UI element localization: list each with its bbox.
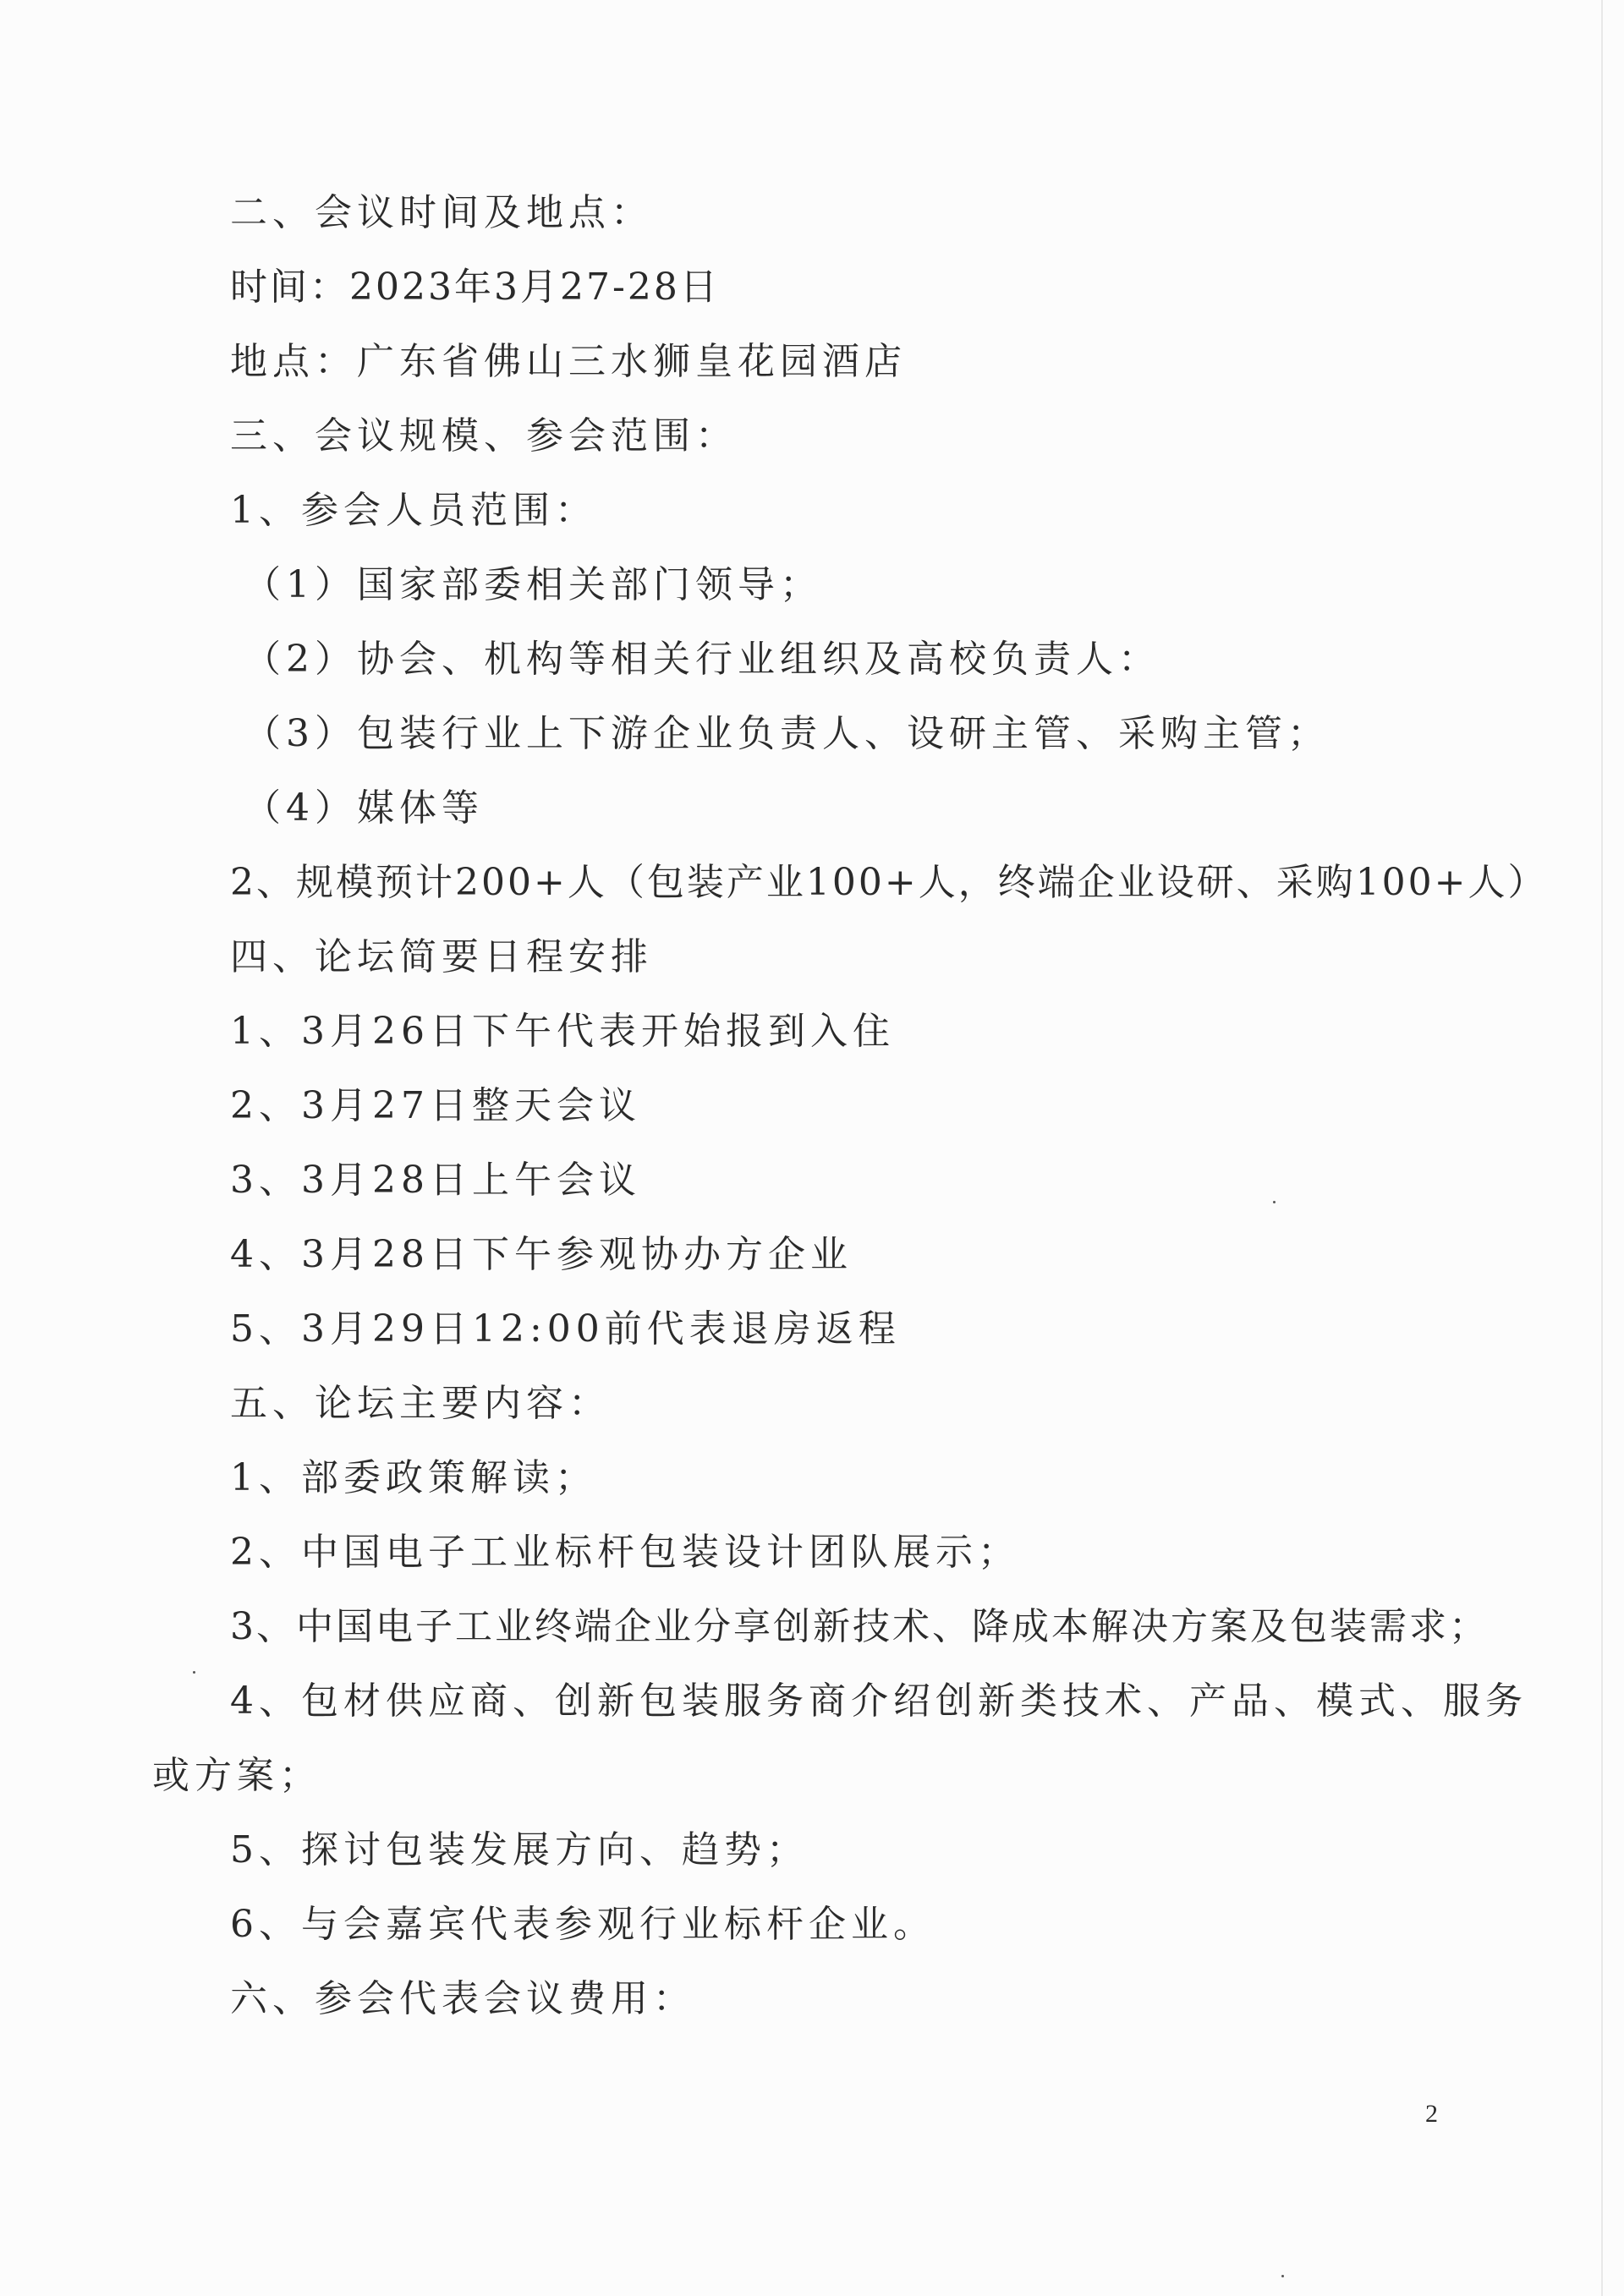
schedule-item-1: 1、3月26日下午代表开始报到入住 — [230, 1010, 895, 1053]
content-item-6: 6、与会嘉宾代表参观行业标杆企业。 — [230, 1903, 935, 1946]
section-heading-scale-scope: 三、会议规模、参会范围： — [230, 414, 738, 458]
meeting-time: 时间：2023年3月27-28日 — [230, 266, 720, 309]
content-item-3: 3、中国电子工业终端企业分享创新技术、降成本解决方案及包装需求； — [230, 1605, 1489, 1648]
content-item-1: 1、部委政策解读； — [230, 1456, 597, 1499]
content-item-4-continued: 或方案； — [152, 1754, 321, 1797]
schedule-item-3: 3、3月28日上午会议 — [230, 1159, 641, 1202]
section-heading-time-location: 二、会议时间及地点： — [230, 191, 653, 234]
content-item-4: 4、包材供应商、创新包装服务商介绍创新类技术、产品、模式、服务 — [230, 1680, 1528, 1723]
scan-speck — [1273, 1201, 1276, 1203]
scale-estimate: 2、规模预计200+人（包装产业100+人，终端企业设研、采购100+人） — [230, 861, 1548, 904]
attendee-item-2: （2）协会、机构等相关行业组织及高校负责人： — [244, 638, 1160, 681]
schedule-item-5: 5、3月29日12:00前代表退房返程 — [230, 1307, 901, 1351]
scan-speck — [193, 1671, 195, 1674]
attendee-item-1: （1）国家部委相关部门领导； — [244, 563, 822, 606]
meeting-location: 地点：广东省佛山三水狮皇花园酒店 — [230, 340, 907, 383]
page-edge — [1601, 0, 1603, 2296]
content-item-2: 2、中国电子工业标杆包装设计团队展示； — [230, 1531, 1020, 1574]
schedule-item-2: 2、3月27日整天会议 — [230, 1084, 641, 1127]
scan-speck — [1281, 2275, 1284, 2277]
page-number: 2 — [1425, 2100, 1438, 2128]
attendee-item-3: （3）包装行业上下游企业负责人、设研主管、采购主管； — [244, 712, 1330, 755]
section-heading-content: 五、论坛主要内容： — [230, 1382, 611, 1425]
section-heading-schedule: 四、论坛简要日程安排 — [230, 935, 653, 978]
section-heading-fees: 六、参会代表会议费用： — [230, 1977, 695, 2020]
schedule-item-4: 4、3月28日下午参观协办方企业 — [230, 1233, 853, 1276]
attendee-item-4: （4）媒体等 — [244, 786, 484, 830]
content-item-5: 5、探讨包装发展方向、趋势； — [230, 1828, 809, 1871]
attendee-scope-heading: 1、参会人员范围： — [230, 489, 597, 532]
